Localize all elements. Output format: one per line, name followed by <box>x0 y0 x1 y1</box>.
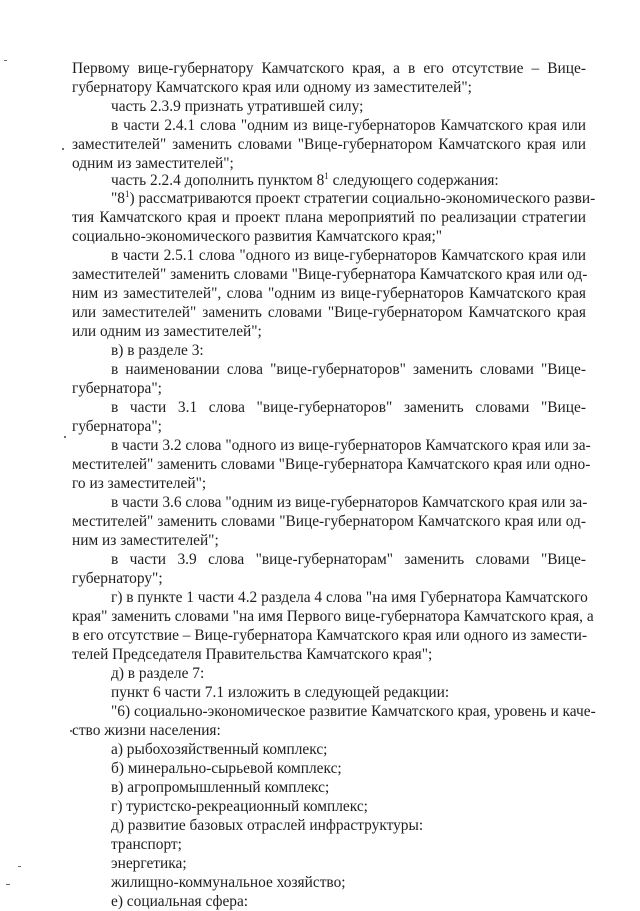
text-line: местителей" заменить словами "Вице-губернатора Камчатского края или одно- <box>72 456 591 473</box>
text-line <box>111 171 499 190</box>
scan-speck <box>70 730 72 732</box>
text-line: Первому вице-губернатору Камчатского края, а в его отсутствие – Вице- <box>72 60 586 77</box>
text-line: губернатора"; <box>72 380 162 397</box>
text-line: одним из заместителей"; <box>72 155 234 172</box>
text-line: телей Председателя Правительства Камчатского края"; <box>72 646 433 663</box>
text-line: в части 2.5.1 слова "одного из вице-губернаторов Камчатского края или <box>111 247 586 264</box>
text-line-part: "8 <box>111 190 125 207</box>
text-line-part: ) рассматриваются проект стратегии социально-экономического разви- <box>129 190 596 207</box>
text-line: жилищно-коммунальное хозяйство; <box>111 874 346 891</box>
text-line: а) рыбохозяйственный комплекс; <box>111 741 328 758</box>
text-line: в его отсутствие – Вице-губернатора Камчатского края или одного из замести- <box>72 627 588 644</box>
text-line: социально-экономического развития Камчатского края;" <box>72 228 443 245</box>
text-line: ним из заместителей", слова "одним из вице-губернаторов Камчатского края <box>72 285 586 302</box>
scan-speck <box>64 436 66 438</box>
superscript: 1 <box>124 189 130 199</box>
text-line: "6) социально-экономическое развитие Камчатского края, уровень и каче- <box>111 703 596 720</box>
text-line: в части 2.4.1 слова "одним из вице-губернаторов Камчатского края или <box>111 117 586 134</box>
text-line: губернатору Камчатского края или одному из заместителей"; <box>72 79 472 96</box>
text-line: го из заместителей"; <box>72 475 207 492</box>
superscript: 1 <box>324 171 329 181</box>
text-line-part: часть 2.2.4 дополнить пунктом 8 <box>111 172 325 189</box>
scan-speck <box>4 60 7 61</box>
text-line: заместителей" заменить словами "Вице-губернатора Камчатского края или од- <box>72 266 588 283</box>
text-line: д) развитие базовых отраслей инфраструктуры: <box>111 817 424 834</box>
text-line: тия Камчатского края и проект плана мероприятий по реализации стратегии <box>72 209 586 226</box>
text-line: г) туристско-рекреационный комплекс; <box>111 798 368 815</box>
text-line: в наименовании слова "вице-губернаторов" заменить словами "Вице- <box>111 361 586 378</box>
scan-speck <box>6 884 10 885</box>
text-line: энергетика; <box>111 855 187 872</box>
text-line-part: следующего содержания: <box>332 172 499 189</box>
text-line: в части 3.2 слова "одного из вице-губернаторов Камчатского края или за- <box>111 437 591 454</box>
scan-speck <box>62 148 64 150</box>
text-line: б) минерально-сырьевой комплекс; <box>111 760 342 777</box>
text-line: ним из заместителей"; <box>72 532 219 549</box>
text-line: е) социальная сфера: <box>111 893 249 910</box>
text-line: губернатора"; <box>72 418 162 435</box>
text-line: или одним из заместителей"; <box>72 323 262 340</box>
text-line: в части 3.9 слова "вице-губернаторам" заменить словами "Вице- <box>111 551 586 568</box>
text-line: д) в разделе 7: <box>111 665 205 682</box>
text-line: в части 3.6 слова "одним из вице-губернаторов Камчатского края или за- <box>111 494 588 511</box>
text-line: ство жизни населения: <box>72 722 221 739</box>
text-line: местителей" заменить словами "Вице-губернатором Камчатского края или од- <box>72 513 586 530</box>
text-line: транспорт; <box>111 836 182 853</box>
text-line <box>111 189 596 208</box>
scan-speck <box>18 866 21 867</box>
text-line: или заместителей" заменить словами "Вице-губернатором Камчатского края <box>72 304 586 321</box>
text-line: в) агропромышленный комплекс; <box>111 779 330 796</box>
text-line: заместителей" заменить словами "Вице-губернатором Камчатского края или <box>72 136 586 153</box>
text-line: г) в пункте 1 части 4.2 раздела 4 слова "на имя Губернатора Камчатского <box>111 589 588 606</box>
text-line: часть 2.3.9 признать утратившей силу; <box>111 98 364 115</box>
text-line: в) в разделе 3: <box>111 342 204 359</box>
text-line: пункт 6 части 7.1 изложить в следующей редакции: <box>111 684 450 701</box>
text-line: в части 3.1 слова "вице-губернаторов" заменить словами "Вице- <box>111 399 586 416</box>
text-line: губернатору"; <box>72 570 163 587</box>
text-line: края" заменить словами "на имя Первого вице-губернатора Камчатского края, а <box>72 608 594 625</box>
